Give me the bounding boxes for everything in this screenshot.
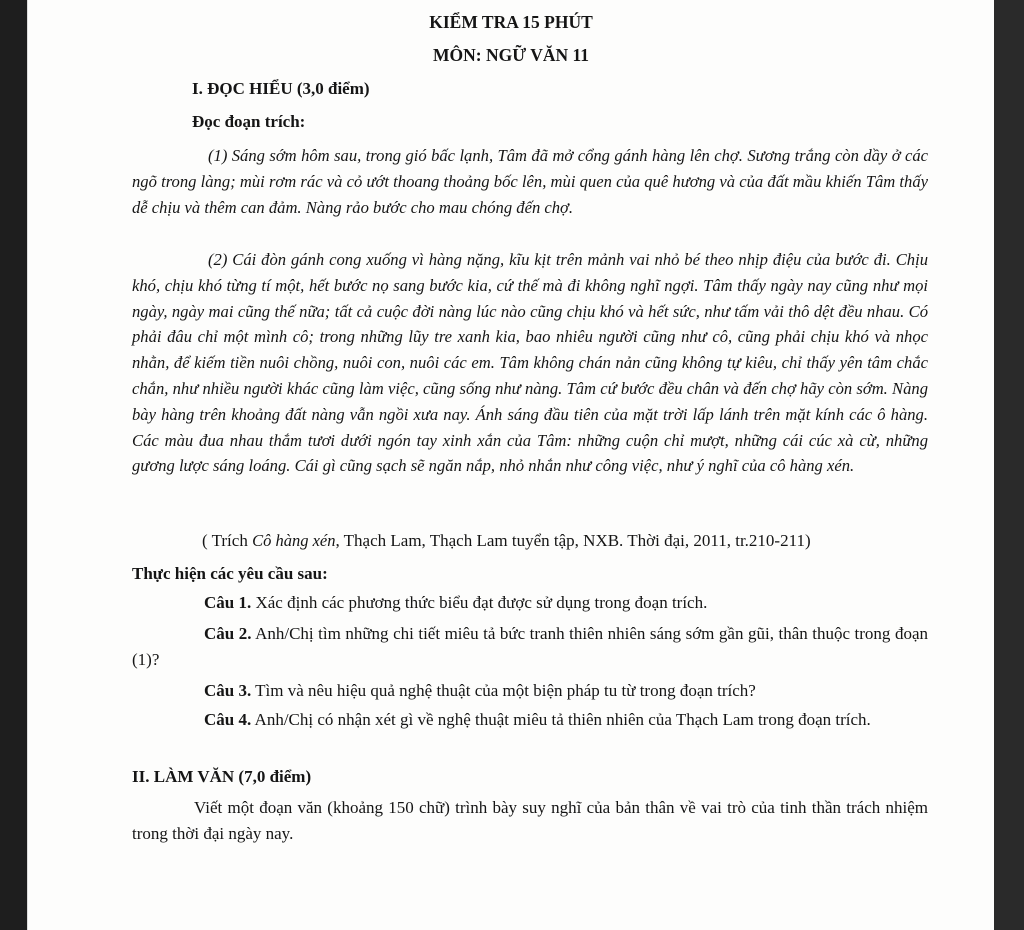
question-1-label: Câu 1. [204,593,252,612]
tasks-heading: Thực hiện các yêu cầu sau: [132,564,328,583]
essay-prompt: Viết một đoạn văn (khoảng 150 chữ) trình bày suy nghĩ của bản thân về vai trò của tinh thần trách nhiệm trong thời đại ngày nay. [132,798,928,843]
exam-subject: MÔN: NGỮ VĂN 11 [432,45,590,65]
question-2-label: Câu 2. [204,624,252,643]
question-1-text: Xác định các phương thức biểu đạt được sử dụng trong đoạn trích. [251,593,708,612]
passage-paragraph-2: (2) Cái đòn gánh cong xuống vì hàng nặng, kĩu kịt trên mảnh vai nhỏ bé theo nhịp điệu của bước đi. Chịu khó, chịu khó từng tí một, hết bước nọ sang bước kia, cứ thế mà đi không nghĩ ngợi. Tâm thấy ngày nay cũng như mọi ngày, ngày mai cũng thế nữa; tất cả cuộc đời nàng lúc nào cũng chịu khó và hết sức, như tấm vải thô dệt đều nhau. Có phải đâu chỉ một mình cô; trong những lũy tre xanh kia, bao nhiêu người cũng như cô, cũng phải chịu khó và nhọc nhằn, để kiếm tiền nuôi chồng, nuôi con, nuôi các em. Tâm không chán nản cũng không tự kiêu, chỉ thấy yên tâm chắc chắn, như nhiều người khác cũng làm việc, cũng sống như nàng. Tâm cứ bước đều chân và đến chợ hãy còn sớm. Nàng bày hàng trên khoảng đất nàng vẫn ngồi xưa nay. Ánh sáng đầu tiên của mặt trời lấp lánh trên mặt kính các ô hàng. Các màu đua nhau thắm tươi dưới ngón tay xinh xắn của Tâm: những cuộn chỉ mượt, những cái cúc xà cừ, những gương lược sáng loáng. Cái gì cũng sạch sẽ ngăn nắp, nhỏ nhắn như công việc, như ý nghĩ của cô hàng xén. [132,250,928,476]
question-4-text: Anh/Chị có nhận xét gì về nghệ thuật miêu tả thiên nhiên của Thạch Lam trong đoạn trích. [251,710,871,729]
question-2 [132,621,928,673]
question-4-label: Câu 4. [204,710,252,729]
section-2-heading: II. LÀM VĂN (7,0 điểm) [132,767,312,786]
source-open: ( Trích [202,531,253,550]
passage-intro: Đọc đoạn trích: [192,112,306,131]
exam-title: KIỂM TRA 15 PHÚT [429,12,593,32]
viewer-edge [994,0,1024,930]
passage-source [202,530,811,552]
section-1-heading: I. ĐỌC HIỂU (3,0 điểm) [192,79,370,98]
question-3 [204,680,756,702]
question-3-text: Tìm và nêu hiệu quả nghệ thuật của một biện pháp tu từ trong đoạn trích? [251,681,756,700]
question-3-label: Câu 3. [204,681,252,700]
source-work-title: Cô hàng xén [252,531,336,550]
question-1 [204,592,707,614]
question-2-text: Anh/Chị tìm những chi tiết miêu tả bức tranh thiên nhiên sáng sớm gần gũi, thân thuộc trong đoạn (1)? [132,624,928,669]
source-rest: , Thạch Lam, Thạch Lam tuyển tập, NXB. Thời đại, 2011, tr.210-211) [335,531,811,550]
exam-page [28,0,994,930]
question-4 [132,707,928,733]
passage-paragraph-1: (1) Sáng sớm hôm sau, trong gió bấc lạnh, Tâm đã mở cổng gánh hàng lên chợ. Sương trắng còn dầy ở các ngõ trong làng; mùi rơm rác và cỏ ướt thoang thoảng bốc lên, mùi quen của quê hương và của đất mầu khiến Tâm thấy dễ chịu và thêm can đảm. Nàng rảo bước cho mau chóng đến chợ. [132,146,928,217]
